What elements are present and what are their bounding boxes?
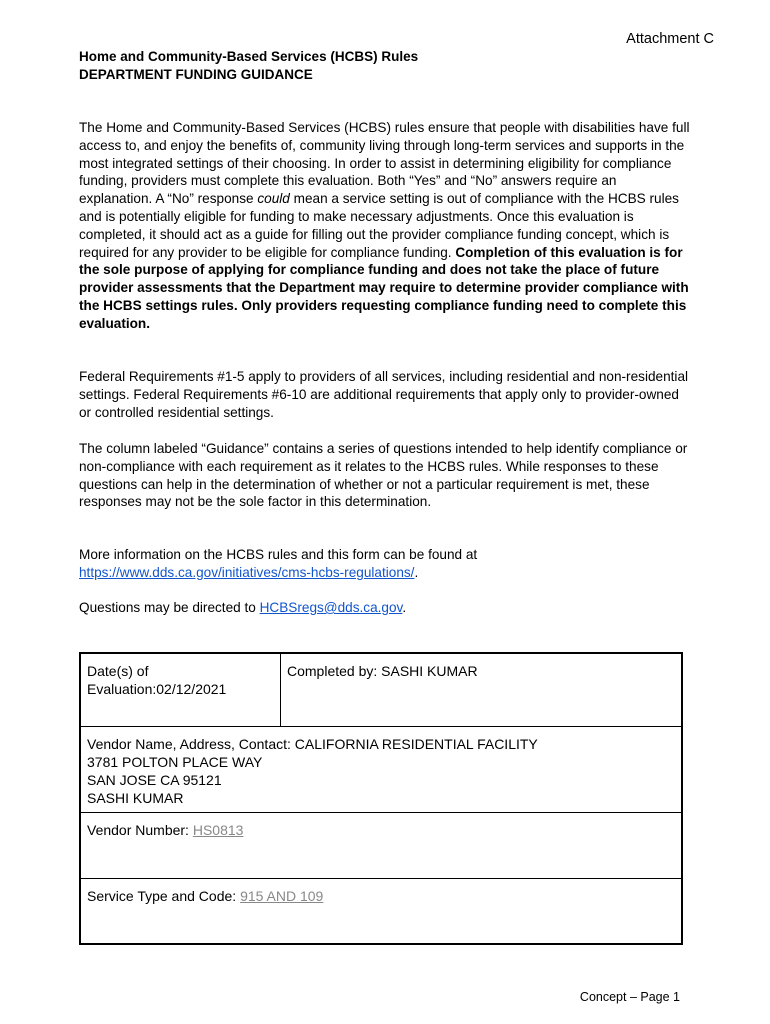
vendor-cell[interactable]	[81, 727, 681, 812]
intro-italic: could	[257, 191, 290, 207]
intro-paragraph	[79, 119, 691, 333]
questions-paragraph	[79, 599, 691, 617]
hcbs-regulations-link[interactable]: https://www.dds.ca.gov/initiatives/cms-hcbs-regulations/	[79, 564, 415, 580]
vendor-address-line: 3781 POLTON PLACE WAY	[87, 754, 263, 770]
intro-bold: Completion of this evaluation is for the sole purpose of applying for compliance funding and does not take the place of future provider assessments that the Department may require to determine provider compliance with the HCBS settings rules. Only providers requesting compliance funding need to complete this evaluation.	[79, 244, 689, 331]
document-header	[79, 48, 418, 84]
intro-text-a: The Home and Community-Based Services (HCBS) rules ensure that people with disabilities have full access to, and enjoy the benefits of, community living through long-term services and supports in the most integrated settings of their choosing. In order to assist in determining eligibility for compliance funding, providers must complete this evaluation. Both “Yes” and “No” answers require an explanation. A “No” response	[79, 120, 690, 207]
questions-text: Questions may be directed to	[79, 600, 260, 615]
vendor-contact-line: SASHI KUMAR	[87, 790, 184, 806]
dates-label: Date(s) of	[87, 663, 149, 679]
header-subtitle: DEPARTMENT FUNDING GUIDANCE	[79, 67, 313, 82]
service-type-label: Service Type and Code:	[87, 888, 241, 904]
form-row-dates	[81, 654, 681, 726]
form-row-vendor-number	[81, 812, 681, 878]
dates-value: Evaluation:02/12/2021	[87, 681, 227, 697]
vendor-number-label: Vendor Number:	[87, 822, 193, 838]
questions-period: .	[402, 600, 407, 615]
vendor-number-cell[interactable]	[81, 813, 681, 878]
service-type-cell[interactable]	[81, 879, 681, 943]
completed-by-text: Completed by: SASHI KUMAR	[287, 663, 478, 679]
evaluation-form-table	[79, 652, 683, 945]
intro-text-b: mean a service setting is out of compliance with the HCBS rules and is potentially eligible for funding to make necessary adjustments. Once this evaluation is completed, it should act as a guide for filling out the provider compliance funding concept, which is required for any provider to be eligible for compliance funding.	[79, 191, 679, 260]
page-footer: Concept – Page 1	[579, 990, 680, 1004]
vendor-city-line: SAN JOSE CA 95121	[87, 772, 222, 788]
dates-cell[interactable]	[81, 654, 281, 726]
email-link[interactable]: HCBSregs@dds.ca.gov	[259, 600, 403, 615]
more-info-period: .	[414, 564, 419, 580]
form-row-vendor	[81, 726, 681, 812]
more-info-paragraph	[79, 546, 691, 582]
more-info-text: More information on the HCBS rules and this form can be found at	[79, 547, 478, 562]
form-row-service-type	[81, 878, 681, 943]
vendor-number-value[interactable]: HS0813	[192, 822, 244, 838]
guidance-paragraph: The column labeled “Guidance” contains a series of questions intended to help identify compliance or non-compliance with each requirement as it relates to the HCBS rules. While responses to these questions can help in the determination of whether or not a particular requirement is met, these responses may not be the sole factor in this determination.	[79, 441, 688, 510]
completed-by-cell[interactable]	[281, 654, 681, 726]
header-title: Home and Community-Based Services (HCBS) Rules	[79, 49, 419, 64]
service-type-value[interactable]: 915 AND 109	[240, 888, 324, 904]
federal-paragraph: Federal Requirements #1-5 apply to providers of all services, including residential and non-residential settings. Federal Requirements #6-10 are additional requirements that apply only to provider-owned or controlled residential settings.	[79, 369, 689, 420]
attachment-label: Attachment C	[626, 31, 714, 47]
vendor-name-line: Vendor Name, Address, Contact: CALIFORNIA RESIDENTIAL FACILITY	[87, 736, 538, 752]
